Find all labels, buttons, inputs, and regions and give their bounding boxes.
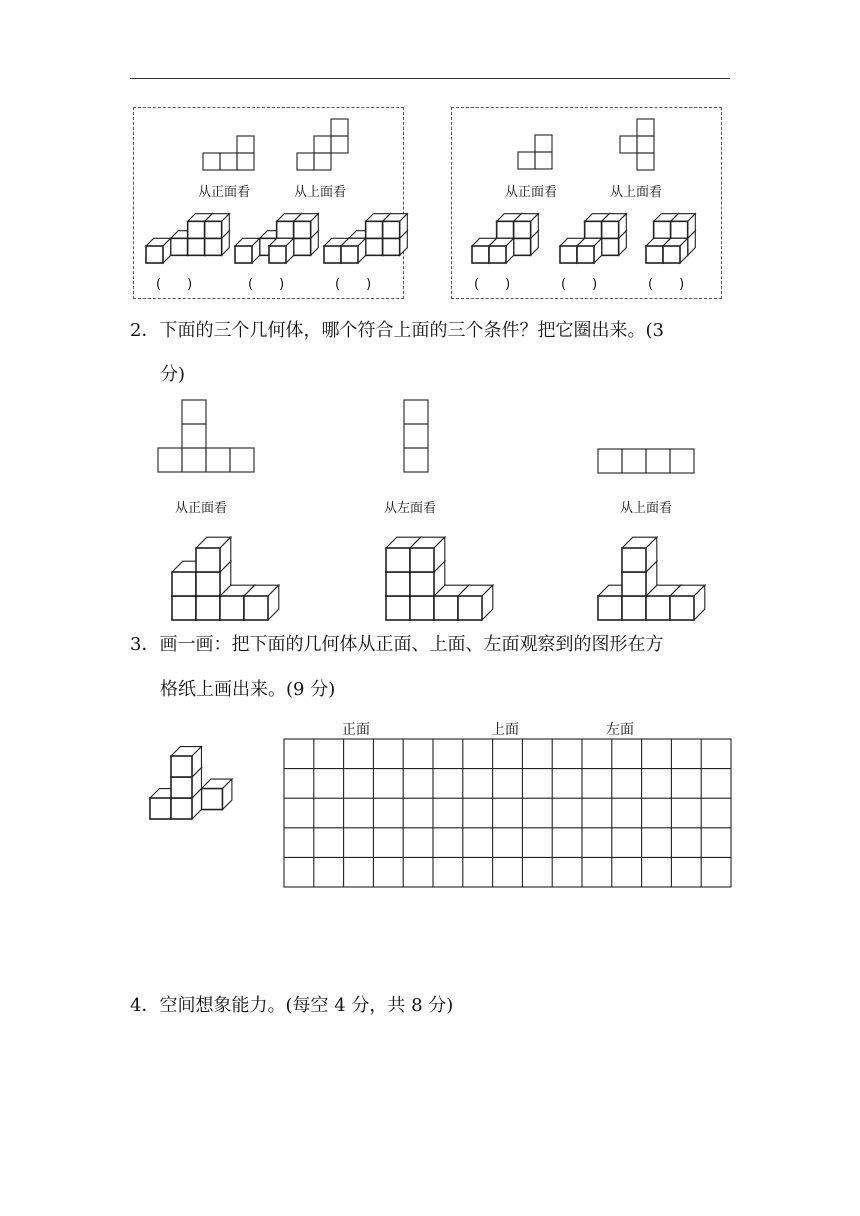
right-option-figure-2 <box>558 210 628 266</box>
q2-top-view-label: 从上面看 <box>620 501 673 516</box>
q2-left-view-label: 从左面看 <box>384 501 437 516</box>
right-top-view-label: 从上面看 <box>610 185 663 200</box>
cube <box>671 214 696 239</box>
drawing-grid-paper[interactable] <box>283 738 731 888</box>
cube <box>489 238 514 263</box>
q2-front-view-label: 从正面看 <box>175 501 228 516</box>
right-answer-paren-1[interactable]: ( ) <box>474 277 511 292</box>
right-front-view-label: 从正面看 <box>505 185 558 200</box>
top-rule <box>130 78 730 79</box>
right-answer-paren-3[interactable]: ( ) <box>648 277 685 292</box>
question-4-text: 4．空间想象能力。(每空 4 分，共 8 分) <box>130 995 454 1016</box>
left-top-view-figure <box>294 117 354 173</box>
left-answer-paren-3[interactable]: ( ) <box>335 277 372 292</box>
left-answer-paren-2[interactable]: ( ) <box>248 277 285 292</box>
cube <box>341 238 366 263</box>
q2-option-figure-2 <box>384 535 496 623</box>
cube <box>670 585 705 620</box>
cube <box>577 238 602 263</box>
cube <box>244 585 279 620</box>
right-top-view-figure <box>618 117 662 173</box>
left-top-view-label: 从上面看 <box>294 185 347 200</box>
right-answer-paren-2[interactable]: ( ) <box>561 277 598 292</box>
q2-front-view <box>157 399 257 475</box>
left-front-view-figure <box>200 135 260 175</box>
cube <box>514 214 539 239</box>
cube <box>171 747 201 777</box>
cube <box>146 238 171 263</box>
grid-label-top: 上面 <box>491 722 519 738</box>
cube <box>383 214 408 239</box>
q2-option-figure-1 <box>170 535 282 623</box>
left-exercise-panel <box>133 107 404 299</box>
cube <box>201 779 231 809</box>
right-exercise-panel <box>451 107 722 299</box>
cube <box>205 214 230 239</box>
left-answer-paren-1[interactable]: ( ) <box>156 277 193 292</box>
cube <box>622 537 657 572</box>
q2-top-view <box>597 448 697 476</box>
cube <box>196 537 231 572</box>
cube <box>410 537 445 572</box>
right-option-figure-1 <box>470 210 540 266</box>
cube <box>235 238 260 263</box>
grid-label-front: 正面 <box>342 722 370 738</box>
cube <box>294 214 319 239</box>
left-front-view-label: 从正面看 <box>198 185 251 200</box>
left-option-figure-3 <box>322 210 402 266</box>
left-option-figure-1 <box>144 210 224 266</box>
grid-label-left: 左面 <box>606 722 634 738</box>
question-2-text: 2．下面的三个几何体，哪个符合上面的三个条件？把它圈出来。(3 <box>130 320 664 341</box>
q3-solid-figure <box>148 740 238 822</box>
right-front-view-figure <box>515 134 559 174</box>
cube <box>458 585 493 620</box>
cube <box>602 214 627 239</box>
q2-option-figure-3 <box>596 535 708 623</box>
question-3-text: 3．画一画：把下面的几何体从正面、上面、左面观察到的图形在方 <box>130 634 664 655</box>
question-3-text-cont: 格纸上画出来。(9 分) <box>160 679 336 700</box>
left-option-figure-2 <box>233 210 313 266</box>
cube <box>663 238 688 263</box>
cube <box>269 238 294 263</box>
question-2-text-cont: 分) <box>160 364 186 385</box>
grid-border <box>284 739 731 887</box>
q2-left-view <box>403 399 431 475</box>
right-option-figure-3 <box>644 210 714 266</box>
